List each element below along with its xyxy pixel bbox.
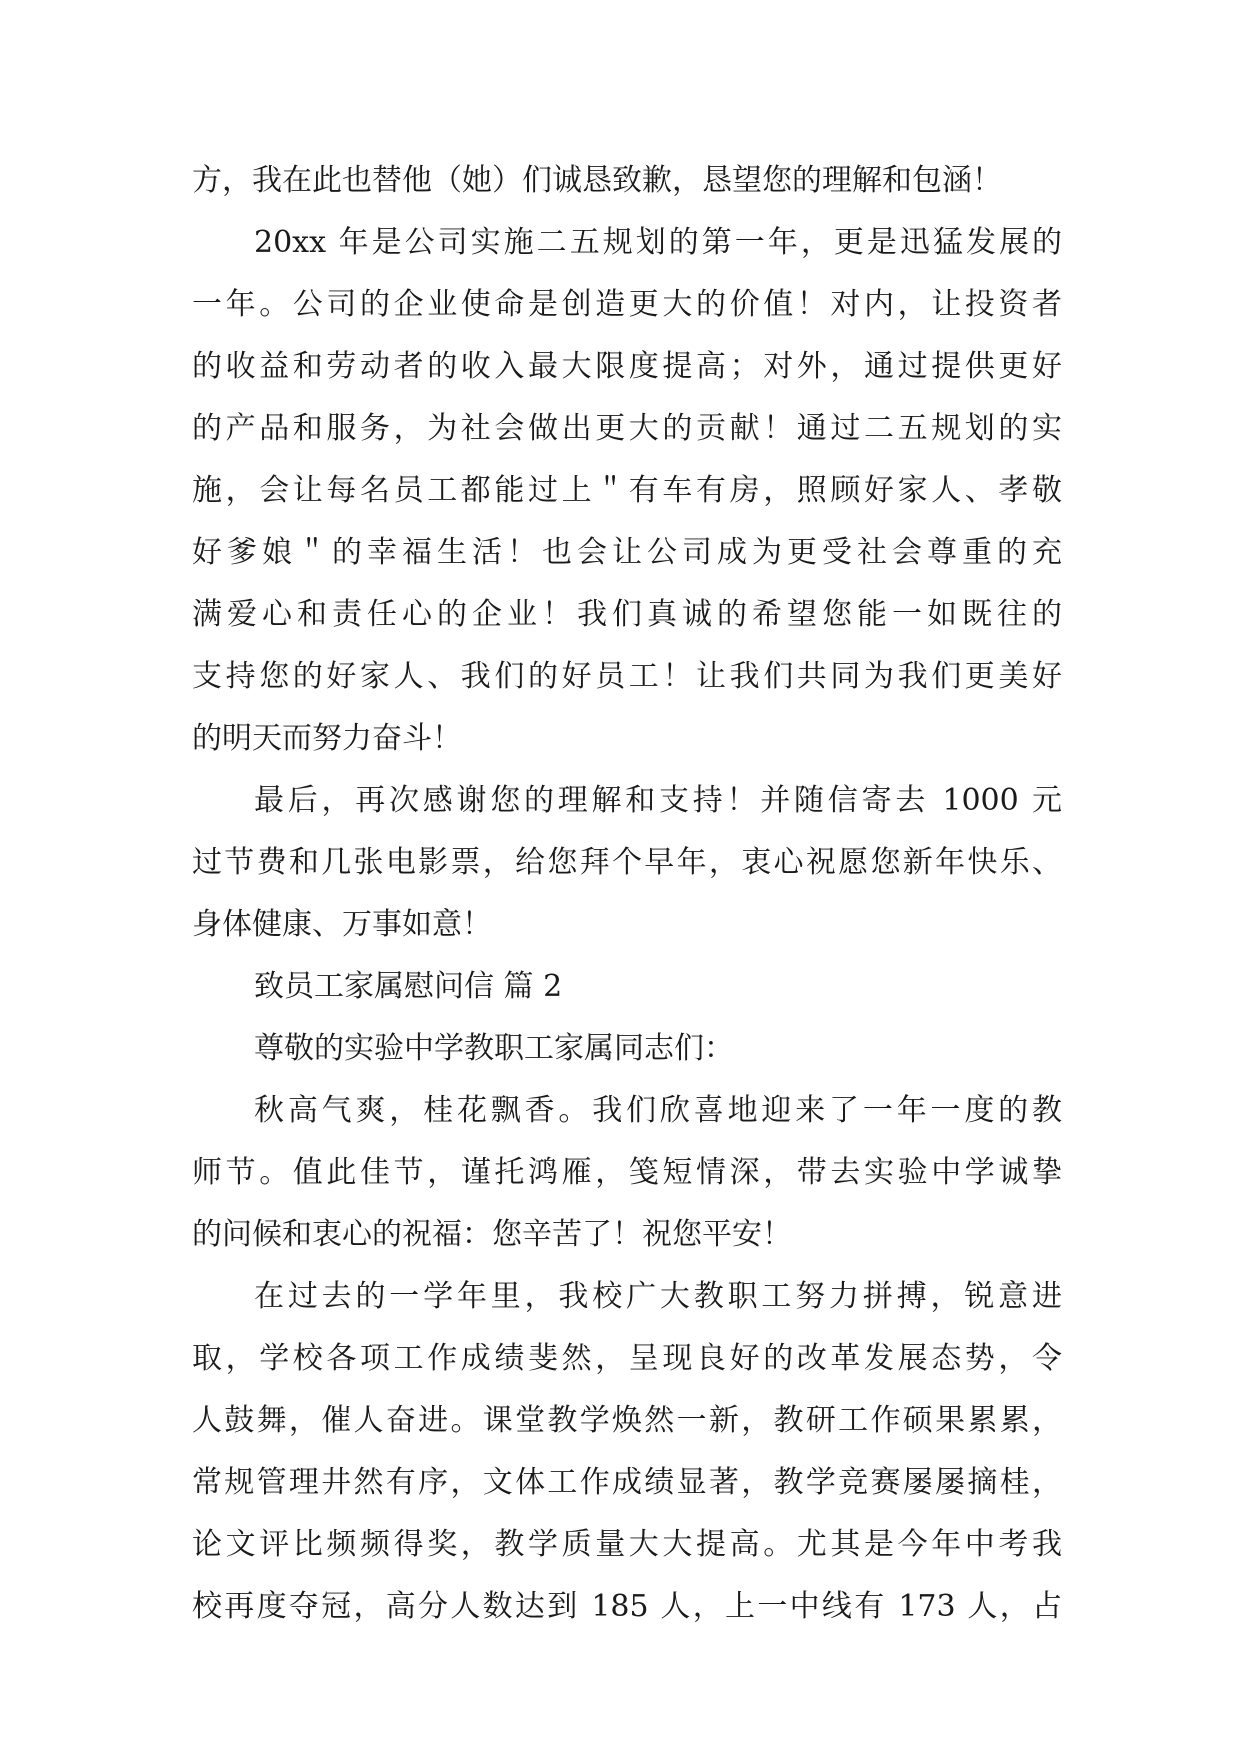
text-line: 秋高气爽，桂花飘香。我们欣喜地迎来了一年一度的教 bbox=[254, 1093, 1062, 1128]
text-line: 最后，再次感谢您的理解和支持！并随信寄去 1000 元 bbox=[254, 783, 1062, 818]
text-line: 20xx 年是公司实施二五规划的第一年，更是迅猛发展的 bbox=[254, 225, 1062, 260]
text-line: 支持您的好家人、我们的好员工！让我们共同为我们更美好 bbox=[192, 659, 1062, 694]
text-line: 人鼓舞，催人奋进。课堂教学焕然一新，教研工作硕果累累， bbox=[192, 1403, 1062, 1438]
text-line: 师节。值此佳节，谨托鸿雁，笺短情深，带去实验中学诚挚 bbox=[192, 1155, 1062, 1190]
salutation: 尊敬的实验中学教职工家属同志们： bbox=[254, 1031, 734, 1066]
text-line: 满爱心和责任心的企业！我们真诚的希望您能一如既往的 bbox=[192, 597, 1062, 632]
text-line: 施，会让每名员工都能过上＂有车有房，照顾好家人、孝敬 bbox=[192, 473, 1062, 508]
text-line: 好爹娘＂的幸福生活！也会让公司成为更受社会尊重的充 bbox=[192, 535, 1062, 570]
document-body bbox=[192, 150, 1062, 1638]
text-line: 的问候和衷心的祝福：您辛苦了！祝您平安！ bbox=[192, 1217, 792, 1252]
text-line: 的产品和服务，为社会做出更大的贡献！通过二五规划的实 bbox=[192, 411, 1062, 446]
text-line: 的明天而努力奋斗！ bbox=[192, 721, 462, 756]
section-heading: 致员工家属慰问信 篇 2 bbox=[254, 969, 563, 1004]
text-line: 的收益和劳动者的收入最大限度提高；对外，通过提供更好 bbox=[192, 349, 1062, 384]
text-line: 一年。公司的企业使命是创造更大的价值！对内，让投资者 bbox=[192, 287, 1062, 322]
text-line: 在过去的一学年里，我校广大教职工努力拼搏，锐意进 bbox=[254, 1279, 1062, 1314]
text-line: 取，学校各项工作成绩斐然，呈现良好的改革发展态势，令 bbox=[192, 1341, 1062, 1376]
text-line: 常规管理井然有序，文体工作成绩显著，教学竞赛屡屡摘桂， bbox=[192, 1465, 1062, 1500]
text-line: 身体健康、万事如意！ bbox=[192, 907, 492, 942]
text-line: 过节费和几张电影票，给您拜个早年，衷心祝愿您新年快乐、 bbox=[192, 845, 1062, 880]
text-line: 方，我在此也替他（她）们诚恳致歉，恳望您的理解和包涵！ bbox=[192, 163, 1002, 198]
text-line: 论文评比频频得奖，教学质量大大提高。尤其是今年中考我 bbox=[192, 1527, 1062, 1562]
text-line: 校再度夺冠，高分人数达到 185 人，上一中线有 173 人，占 bbox=[192, 1589, 1062, 1624]
